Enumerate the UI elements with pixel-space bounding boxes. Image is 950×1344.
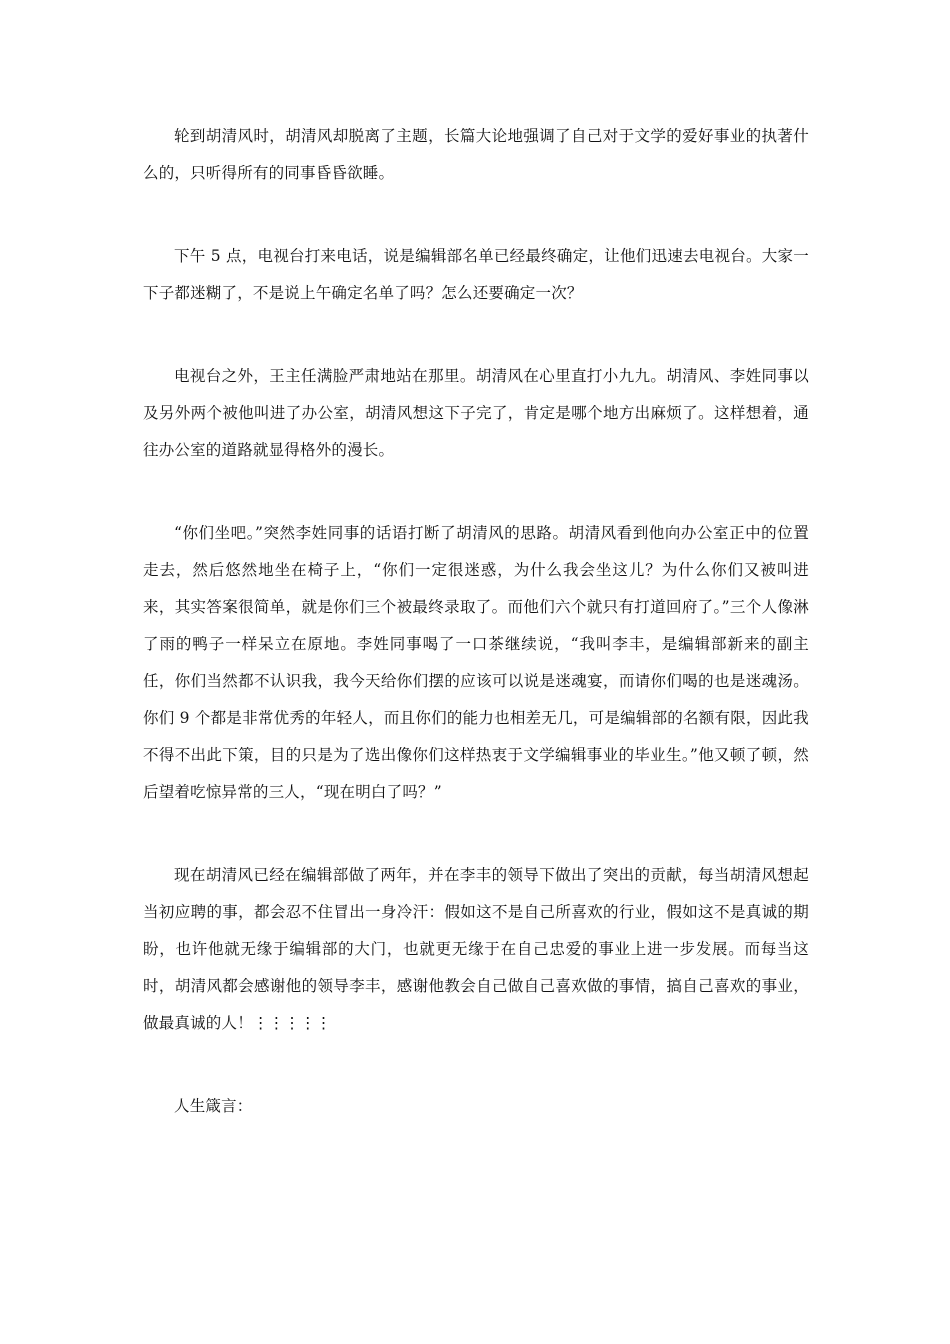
paragraph-director-wang: 电视台之外，王主任满脸严肃地站在那里。胡清风在心里直打小九九。胡清风、李姓同事以及另外两个被他叫进了办公室，胡清风想这下子完了，肯定是哪个地方出麻烦了。这样想着，通往办公室的道路就显得格外的漫长。 <box>143 367 809 459</box>
paragraph-li-feng-reveal: “你们坐吧。”突然李姓同事的话语打断了胡清风的思路。胡清风看到他向办公室正中的位置走去，然后悠然地坐在椅子上，“你们一定很迷惑，为什么我会坐这儿？为什么你们又被叫进来，其实答案很简单，就是你们三个被最终录取了。而他们六个就只有打道回府了。”三个人像淋了雨的鸭子一样呆立在原地。李姓同事喝了一口茶继续说，“我叫李丰，是编辑部新来的副主任，你们当然都不认识我，我今天给你们摆的应该可以说是迷魂宴，而请你们喝的也是迷魂汤。你们 9 个都是非常优秀的年轻人，而且你们的能力也相差无几，可是编辑部的名额有限，因此我不得不出此下策，目的只是为了选出像你们这样热衷于文学编辑事业的毕业生。”他又顿了顿，然后望着吃惊异常的三人，“现在明白了吗？” <box>143 524 809 801</box>
document-page <box>143 118 809 1125</box>
paragraph-hu-qingfeng-speech: 轮到胡清风时，胡清风却脱离了主题，长篇大论地强调了自己对于文学的爱好事业的执著什么的，只听得所有的同事昏昏欲睡。 <box>143 127 809 182</box>
paragraph-tv-station-call: 下午 5 点，电视台打来电话，说是编辑部名单已经最终确定，让他们迅速去电视台。大家一下子都迷糊了，不是说上午确定名单了吗？怎么还要确定一次？ <box>143 247 809 302</box>
paragraph-life-motto-heading: 人生箴言： <box>174 1097 253 1115</box>
paragraph-two-years-later: 现在胡清风已经在编辑部做了两年，并在李丰的领导下做出了突出的贡献，每当胡清风想起当初应聘的事，都会忍不住冒出一身冷汗：假如这不是自己所喜欢的行业，假如这不是真诚的期盼，也许他就无缘于编辑部的大门，也就更无缘于在自己忠爱的事业上进一步发展。而每当这时，胡清风都会感谢他的领导李丰，感谢他教会自己做自己喜欢做的事情，搞自己喜欢的事业，做最真诚的人！⋮⋮⋮⋮⋮ <box>143 866 809 1032</box>
